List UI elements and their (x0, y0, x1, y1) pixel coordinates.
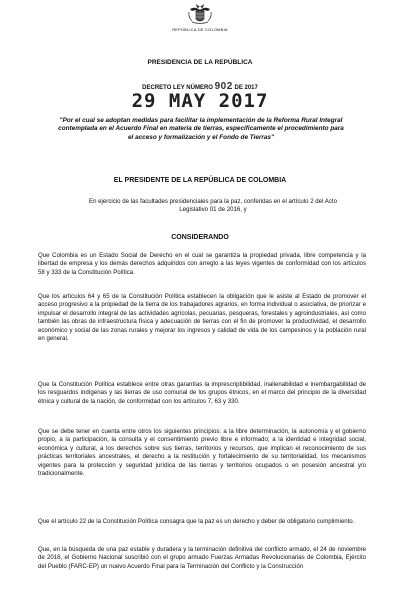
issuer-heading: EL PRESIDENTE DE LA REPÚBLICA DE COLOMBIA (113, 177, 287, 184)
considerando-paragraph: Que la Constitución Política establece entre otras garantías la imprescriptibilidad, inalienabilidad e inembargabilidad de los resguardos indígenas y las tierras de uso comunal de los grupos étnicos, en el marco del principio de la diversidad étnica y cultural de la nación, de conformidad con los artículos 7, 63 y 330. (38, 381, 366, 405)
date-stamp: 29 MAY 2017 (131, 90, 269, 112)
decree-number: 902 (214, 81, 233, 92)
considerando-paragraph: Que Colombia es un Estado Social de Derecho en el cual se garantiza la propiedad privada, libre competencia y la libertad de empresa y los demás derechos adquiridos con arreglo a las leyes vigentes de conformidad con los artículos 58 y 333 de la Constitución Política. (38, 252, 366, 276)
considerando-paragraph: Que se debe tener en cuenta entre otros los siguientes principios: a la libre determinación, la autonomía y el gobierno propio, a la participación, la consulta y el consentimiento previo libre e informado; a la identidad e integridad social, económica y cultural, a los derechos sobre sus tierras, territorios y recursos, que implican el reconocimiento de sus prácticas territoriales ancestrales, el derecho a la restitución y fortalecimiento de su territorialidad, los mecanismos vigentes para la protección y seguridad jurídica de las tierras y territorios ocupados o en posesión ancestral y/o tradicionalmente. (38, 428, 366, 478)
presidencia-heading: PRESIDENCIA DE LA REPÚBLICA (147, 59, 253, 66)
decree-title: "Por el cual se adoptan medidas para facilitar la implementación de la Reforma Rural Integral contemplada en el Acuerdo Final en materia de tierras, específicamente el procedimiento para el acceso y formalización y el Fondo de Tierras" (58, 117, 344, 141)
considerando-heading: CONSIDERANDO (171, 234, 229, 241)
considerando-paragraph: Que el artículo 22 de la Constitución Política consagra que la paz es un derecho y deber de obligatorio cumplimiento. (38, 518, 355, 525)
crest-caption: REPÚBLICA DE COLOMBIA (172, 27, 228, 32)
considerando-paragraph: Que, en la búsqueda de una paz estable y duradera y la terminación definitiva del conflicto armado, el 24 de noviembre de 2016, el Gobierno Nacional suscribió con el grupo armado Fuerzas Armadas Revolucionarias de Colombia, Ejército del Pueblo (FARC-EP) un nuevo Acuerdo Final para la Terminación del Conflicto y la Construcción (38, 546, 366, 570)
preamble-text: En ejercicio de las facultades presidenciales para la paz, conferidas en el artículo 2 del Acto Legislativo 01 de 2016, y (89, 198, 337, 213)
decree-prefix: DECRETO LEY NÚMERO (142, 85, 213, 91)
decree-suffix: DE 2017 (234, 85, 258, 91)
colombia-coat-of-arms-icon (184, 4, 216, 26)
considerando-paragraph: Que los artículos 64 y 65 de la Constitución Política establecen la obligación que le asiste al Estado de promover el acceso progresivo a la propiedad de la tierra de los trabajadores agrarios, en forma individual o asociativa, de priorizar e impulsar el desarrollo integral de las actividades agrícolas, pecuarias, pesqueras, forestales y agroindustriales, así como también las obras de infraestructura física y adecuación de tierras con el fin de promover la productividad, el desarrollo económico y social de las zonas rurales y mejorar los ingresos y calidad de vida de los campesinos y la población rural en general. (38, 293, 366, 343)
